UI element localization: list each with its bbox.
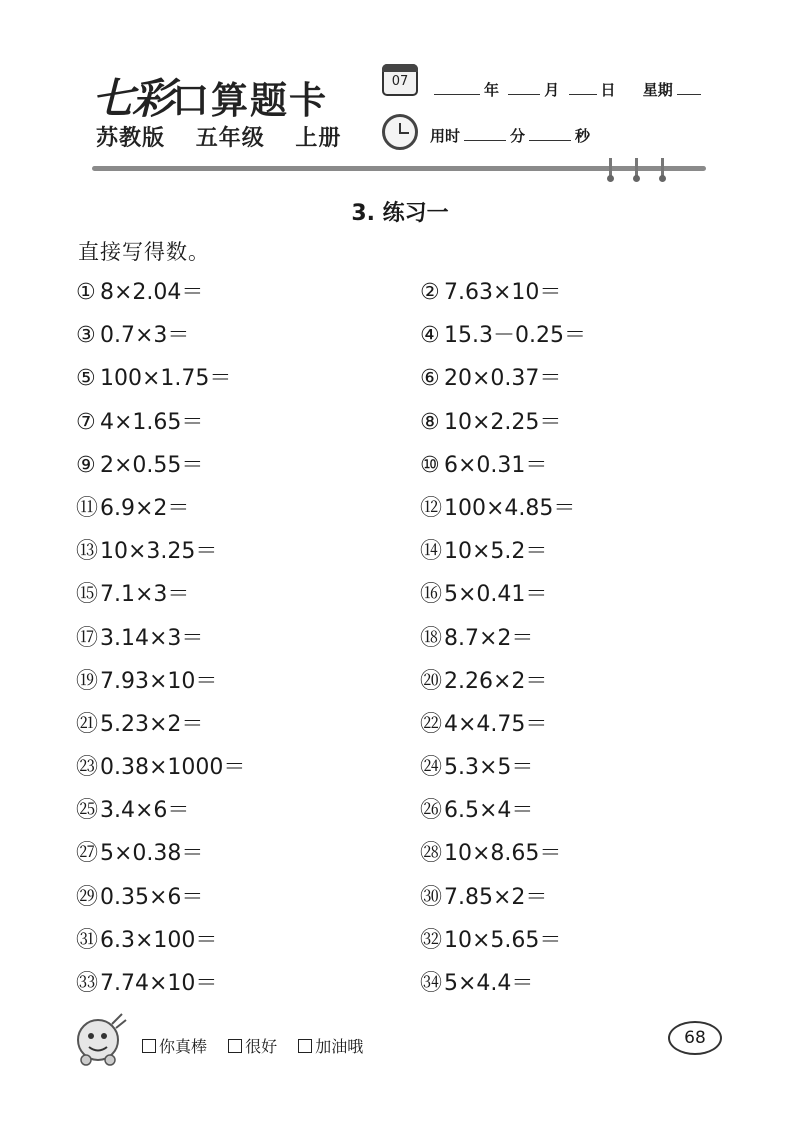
header-divider	[92, 166, 706, 171]
problem-expression: 7.74×10＝	[100, 971, 218, 996]
problem-number: ㉜	[420, 927, 443, 953]
year-blank[interactable]	[434, 80, 480, 95]
problem-number: ⑧	[420, 409, 440, 435]
problem-item[interactable]	[420, 881, 586, 924]
problem-item[interactable]	[76, 881, 245, 924]
problem-item[interactable]	[420, 622, 586, 665]
weekday-label: 星期	[642, 81, 673, 99]
problem-item[interactable]	[76, 276, 245, 319]
problem-item[interactable]	[76, 578, 245, 621]
problem-expression: 3.4×6＝	[100, 798, 190, 824]
problem-expression: 7.63×10＝	[444, 280, 562, 305]
problem-item[interactable]	[76, 837, 245, 880]
month-label: 月	[544, 81, 560, 99]
problem-item[interactable]	[420, 406, 586, 449]
problem-number: ③	[76, 323, 96, 349]
minutes-label: 分	[510, 127, 526, 145]
problem-item[interactable]	[76, 794, 245, 837]
problem-expression: 6.5×4＝	[444, 798, 534, 824]
problem-item[interactable]	[76, 665, 245, 708]
problem-number: ⑲	[76, 668, 99, 694]
problem-expression: 6×0.31＝	[444, 452, 548, 478]
problem-number: ㉕	[76, 798, 99, 824]
problem-expression: 100×4.85＝	[444, 495, 576, 521]
checkbox-icon[interactable]	[228, 1039, 242, 1053]
problem-number: ㉔	[420, 755, 443, 781]
problem-item[interactable]	[420, 492, 586, 535]
edition-publisher: 苏教版	[96, 126, 166, 151]
problem-number: ㉒	[420, 711, 443, 737]
problem-number: ⑤	[76, 366, 96, 392]
problem-item[interactable]	[76, 967, 245, 1010]
problem-item[interactable]	[420, 751, 586, 794]
problem-item[interactable]	[420, 276, 586, 319]
problem-item[interactable]	[420, 665, 586, 708]
seconds-blank[interactable]	[529, 126, 571, 141]
page-title: 3. 练习一	[351, 201, 449, 226]
problem-expression: 7.1×3＝	[100, 582, 190, 608]
problem-number: ⑦	[76, 409, 96, 435]
problem-expression: 3.14×3＝	[100, 625, 204, 651]
problem-number: ④	[420, 323, 440, 349]
problem-number: ㉚	[420, 884, 443, 910]
time-used-label: 用时	[430, 127, 461, 145]
problem-expression: 7.93×10＝	[100, 668, 218, 694]
problem-expression: 0.7×3＝	[100, 323, 190, 349]
problem-number: ㉙	[76, 884, 99, 910]
problem-item[interactable]	[76, 535, 245, 578]
problem-item[interactable]	[420, 708, 586, 751]
logo-prefix: 七彩	[92, 74, 173, 123]
problem-expression: 0.38×1000＝	[100, 755, 246, 781]
problem-number: ㉓	[76, 755, 99, 781]
edition-volume: 上册	[295, 126, 342, 151]
day-label: 日	[600, 81, 616, 99]
problem-number: ⑪	[76, 495, 99, 521]
problem-item[interactable]	[420, 535, 586, 578]
problem-number: ⑰	[76, 625, 99, 651]
problem-expression: 6.9×2＝	[100, 495, 190, 521]
problem-number: ㉗	[76, 841, 99, 867]
problem-number: ㉛	[76, 927, 99, 953]
problem-number: ⑭	[420, 539, 443, 565]
problem-number: ⑫	[420, 495, 443, 521]
problem-number: ⑨	[76, 452, 96, 478]
problem-expression: 8×2.04＝	[100, 280, 204, 305]
problem-expression: 5×0.41＝	[444, 582, 548, 608]
problem-expression: 5.23×2＝	[100, 711, 204, 737]
problem-expression: 5.3×5＝	[444, 755, 534, 781]
mascot-icon	[72, 1010, 130, 1068]
problem-number: ㉘	[420, 841, 443, 867]
problem-number: ㉑	[76, 711, 99, 737]
problem-item[interactable]	[420, 924, 586, 967]
problem-expression: 2×0.55＝	[100, 452, 204, 478]
problem-number: ㉝	[76, 971, 99, 996]
date-fill-line	[430, 79, 705, 100]
problem-expression: 4×4.75＝	[444, 711, 548, 737]
feedback-option-keep-going[interactable]: 加油哦	[298, 1034, 363, 1057]
brand-logo	[92, 66, 328, 126]
clock-icon	[382, 114, 418, 150]
edition-grade: 五年级	[195, 126, 265, 151]
problem-expression: 10×5.65＝	[444, 927, 562, 953]
problem-item[interactable]	[420, 967, 586, 1010]
problem-number: ②	[420, 280, 440, 305]
problem-number: ㉖	[420, 798, 443, 824]
problem-expression: 100×1.75＝	[100, 366, 232, 392]
problem-item[interactable]	[76, 751, 245, 794]
problem-item[interactable]	[420, 794, 586, 837]
time-fill-line	[430, 125, 590, 146]
problem-expression: 10×3.25＝	[100, 539, 218, 565]
problem-item[interactable]	[76, 492, 245, 535]
problem-number: ⑯	[420, 582, 443, 608]
binder-ring-icon	[660, 158, 665, 180]
problem-item[interactable]	[420, 319, 586, 362]
day-blank[interactable]	[569, 80, 597, 95]
problem-item[interactable]	[420, 837, 586, 880]
checkbox-icon[interactable]	[298, 1039, 312, 1053]
problem-number: ⑥	[420, 366, 440, 392]
instruction-text: 直接写得数。	[78, 240, 210, 264]
problem-item[interactable]	[420, 362, 586, 405]
problem-item[interactable]	[76, 622, 245, 665]
problem-item[interactable]	[76, 708, 245, 751]
feedback-option-great[interactable]: 你真棒	[142, 1034, 207, 1057]
problem-expression: 20×0.37＝	[444, 366, 562, 392]
problem-item[interactable]	[420, 449, 586, 492]
problem-item[interactable]	[76, 319, 245, 362]
problem-item[interactable]	[420, 578, 586, 621]
logo-main: 口算题卡	[172, 78, 329, 122]
problem-item[interactable]	[76, 406, 245, 449]
problem-number: ㉞	[420, 971, 443, 996]
problem-expression: 7.85×2＝	[444, 884, 548, 910]
problem-expression: 10×2.25＝	[444, 409, 562, 435]
feedback-options	[142, 1034, 379, 1057]
page-number: 68	[668, 1021, 722, 1055]
problem-number: ⑱	[420, 625, 443, 651]
problem-expression: 0.35×6＝	[100, 884, 204, 910]
weekday-blank[interactable]	[677, 80, 701, 95]
binder-ring-icon	[634, 158, 639, 180]
problem-expression: 15.3－0.25＝	[444, 323, 586, 349]
checkbox-icon[interactable]	[142, 1039, 156, 1053]
year-label: 年	[484, 81, 500, 99]
calendar-day: 07	[391, 74, 409, 89]
problem-number: ⑳	[420, 668, 443, 694]
minutes-blank[interactable]	[464, 126, 506, 141]
problem-expression: 4×1.65＝	[100, 409, 204, 435]
problem-expression: 6.3×100＝	[100, 927, 218, 953]
binder-ring-icon	[608, 158, 613, 180]
problem-number: ①	[76, 280, 96, 305]
edition-line	[96, 121, 363, 152]
feedback-option-good[interactable]: 很好	[228, 1034, 277, 1057]
problem-expression: 10×5.2＝	[444, 539, 548, 565]
problem-expression: 2.26×2＝	[444, 668, 548, 694]
problem-expression: 10×8.65＝	[444, 841, 562, 867]
problem-expression: 5×4.4＝	[444, 971, 534, 996]
problem-number: ⑬	[76, 539, 99, 565]
problems-right-column	[420, 276, 586, 1010]
problem-item[interactable]	[76, 924, 245, 967]
problems-left-column	[76, 276, 245, 1010]
month-blank[interactable]	[508, 80, 540, 95]
calendar-icon	[382, 64, 418, 96]
problem-number: ⑩	[420, 452, 440, 478]
problem-expression: 5×0.38＝	[100, 841, 204, 867]
problem-expression: 8.7×2＝	[444, 625, 534, 651]
problem-item[interactable]	[76, 362, 245, 405]
problem-item[interactable]	[76, 449, 245, 492]
seconds-label: 秒	[575, 127, 591, 145]
problem-number: ⑮	[76, 582, 99, 608]
